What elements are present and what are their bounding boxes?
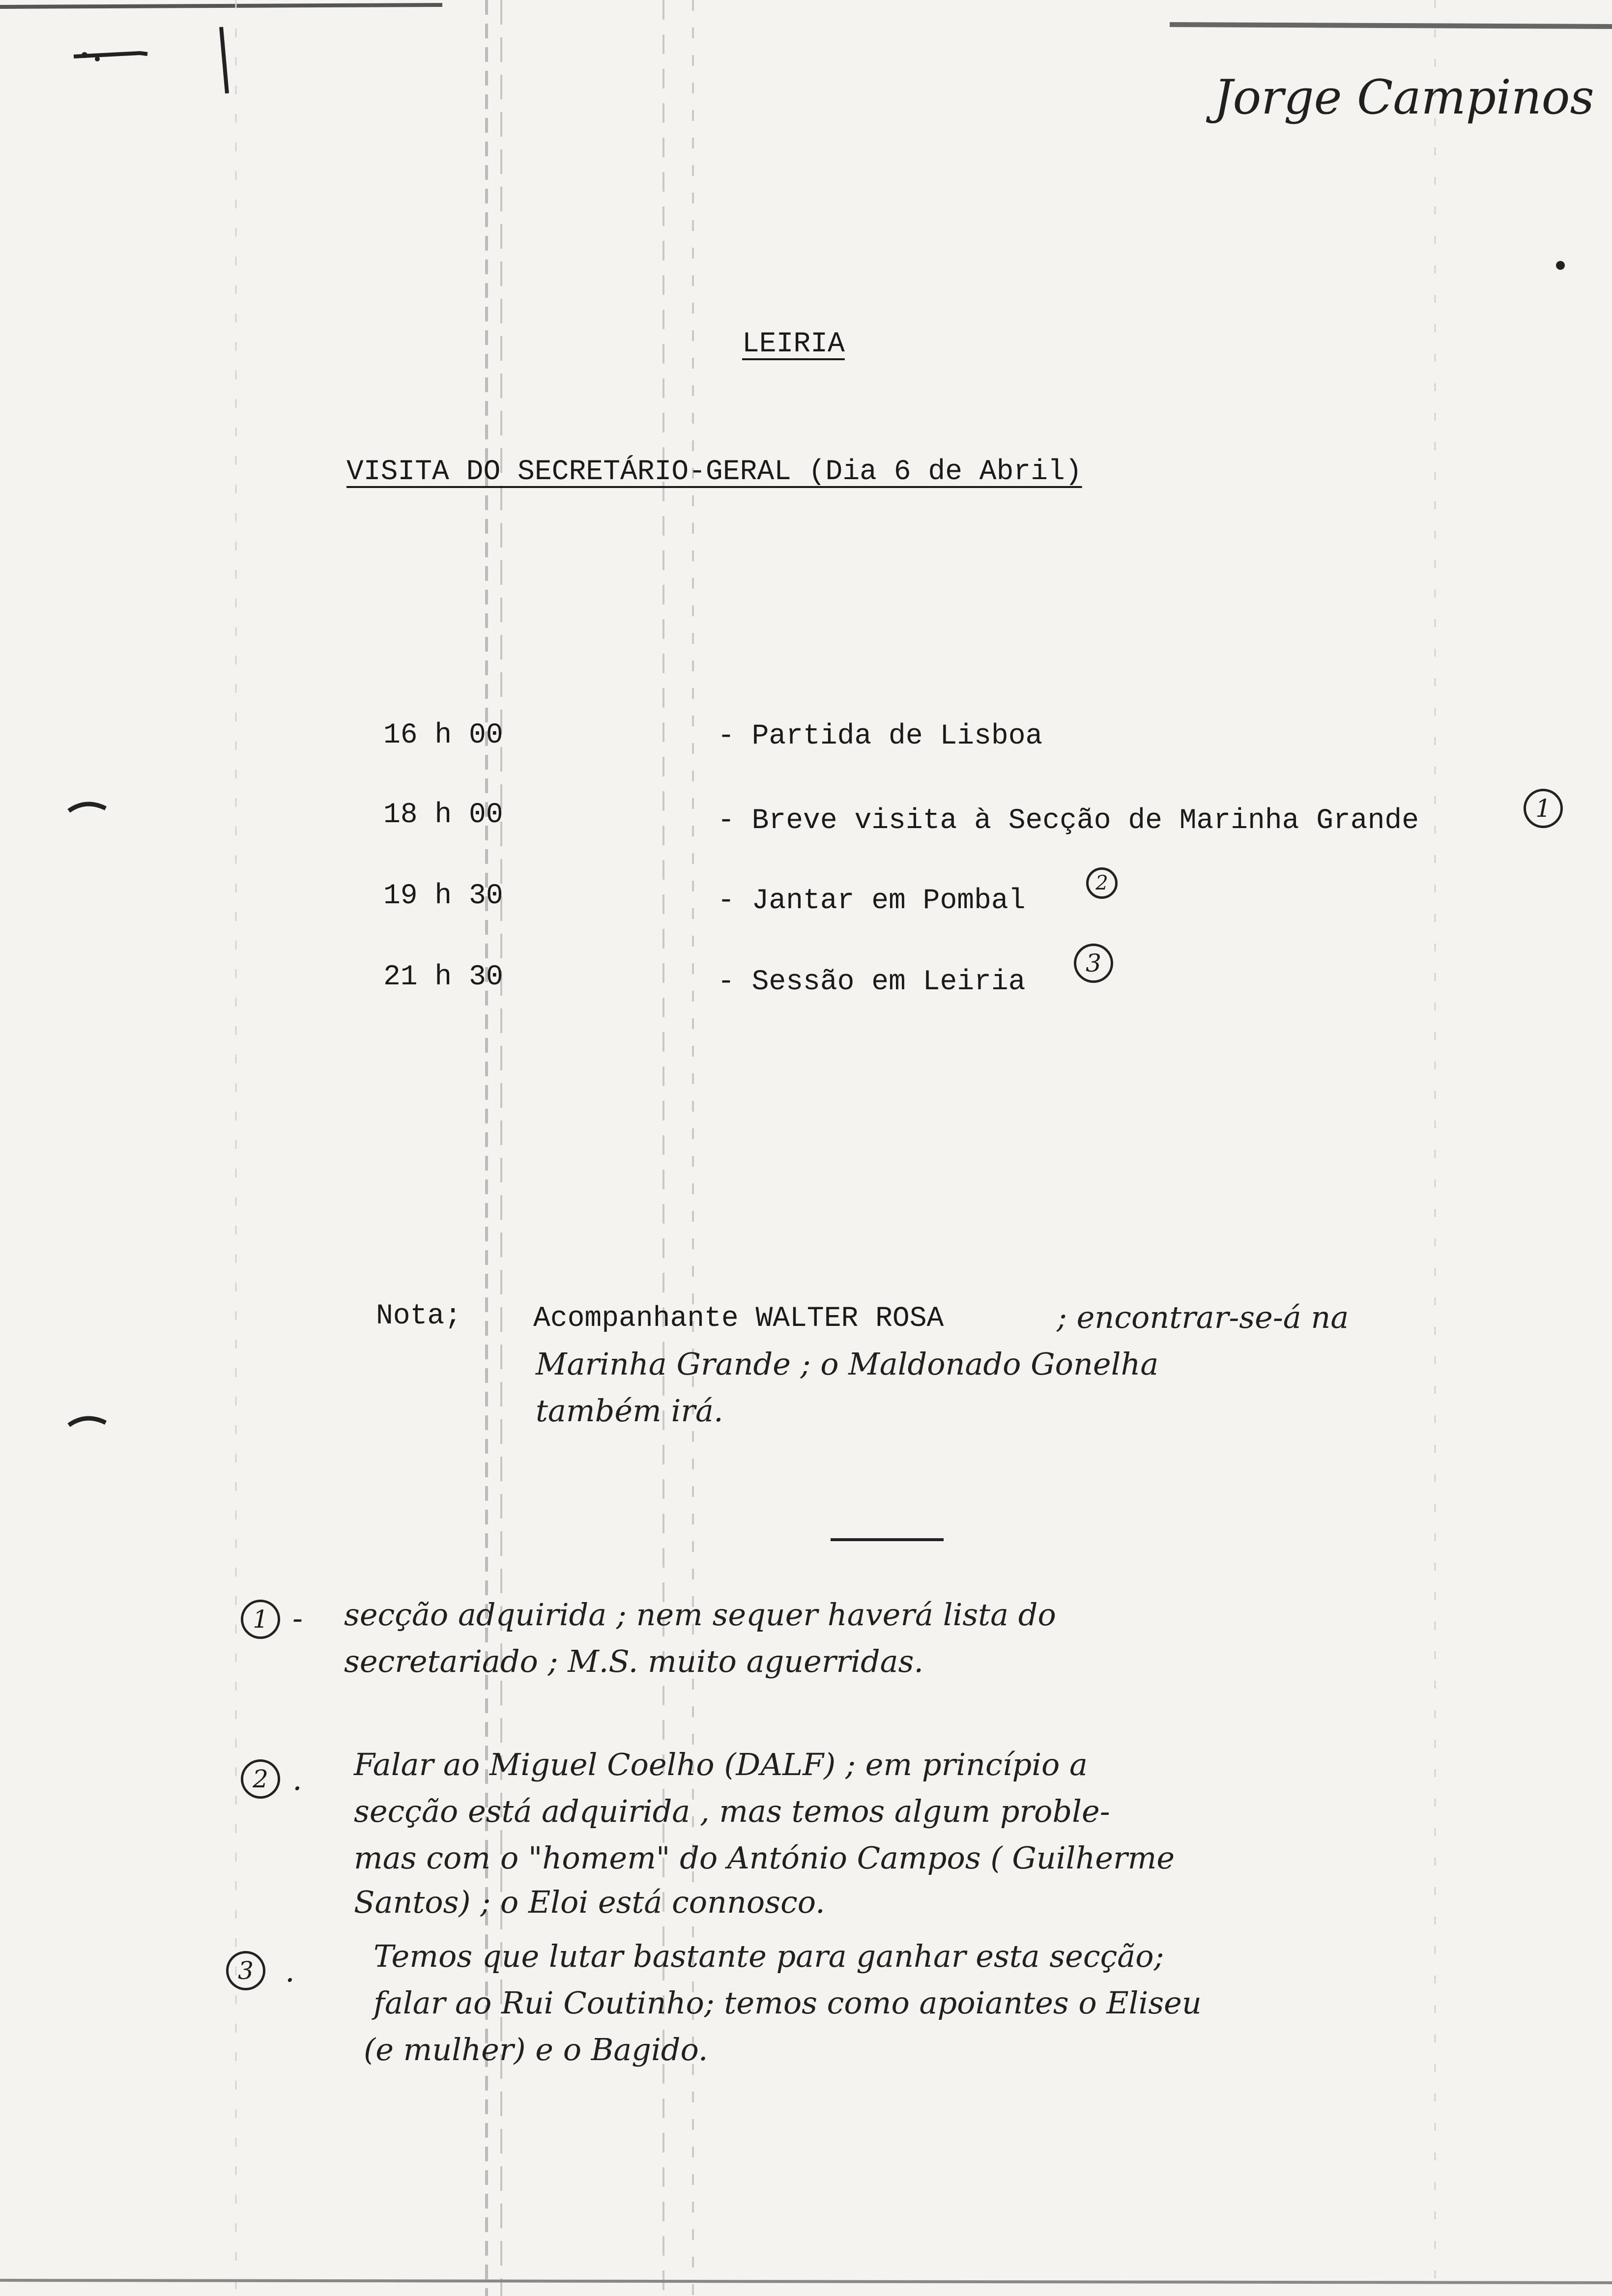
schedule-time: 21 h 30 [383, 961, 503, 993]
schedule-time: 19 h 30 [383, 880, 503, 912]
footnote-dash: . [285, 1953, 295, 1989]
footnote-line: mas com o "homem" do António Campos ( Guilherme [354, 1840, 1175, 1876]
footnote-marker: 1 [1524, 789, 1563, 828]
footnote-marker: 2 [1086, 867, 1118, 899]
nota-handwritten: Marinha Grande ; o Maldonado Gonelha [536, 1346, 1159, 1382]
schedule-time: 16 h 00 [383, 719, 503, 751]
footnote-dash: - [292, 1600, 303, 1636]
footnote-line: secção está adquirida , mas temos algum proble- [354, 1793, 1110, 1829]
footnote-line: secção adquirida ; nem sequer haverá lista do [344, 1597, 1056, 1633]
schedule-event: - Jantar em Pombal [718, 885, 1026, 917]
footnote-number: 1 [241, 1600, 280, 1639]
footnote-marker: 3 [1074, 944, 1113, 983]
footnote-number: 2 [241, 1759, 280, 1799]
footnote-line: falar ao Rui Coutinho; temos como apoiantes o Eliseu [374, 1985, 1202, 2021]
footnote-number: 3 [226, 1951, 265, 1990]
schedule-time: 18 h 00 [383, 799, 503, 831]
document-title: LEIRIA [742, 328, 845, 360]
schedule-event: - Sessão em Leiria [718, 966, 1026, 998]
footnote-line: Falar ao Miguel Coelho (DALF) ; em princípio a [354, 1747, 1088, 1782]
footnote-line: Temos que lutar bastante para ganhar esta secção; [374, 1938, 1164, 1974]
schedule-event: - Breve visita à Secção de Marinha Grande [718, 805, 1419, 837]
footnote-line: secretariado ; M.S. muito aguerridas. [344, 1643, 924, 1679]
nota-handwritten: ; encontrar-se-á na [1057, 1299, 1349, 1335]
separator [831, 1538, 944, 1541]
footnote-line: (e mulher) e o Bagido. [364, 2032, 708, 2067]
nota-label: Nota; [376, 1300, 462, 1332]
nota-typed-text: Acompanhante WALTER ROSA [533, 1303, 944, 1335]
nota-handwritten: também irá. [536, 1393, 723, 1429]
schedule-event: - Partida de Lisboa [718, 720, 1043, 752]
signature: Jorge Campinos [1214, 70, 1594, 125]
footnote-line: Santos) ; o Eloi está connosco. [354, 1884, 825, 1920]
document-subtitle: VISITA DO SECRETÁRIO-GERAL (Dia 6 de Abril) [346, 456, 1082, 488]
footnote-dash: . [292, 1761, 302, 1797]
